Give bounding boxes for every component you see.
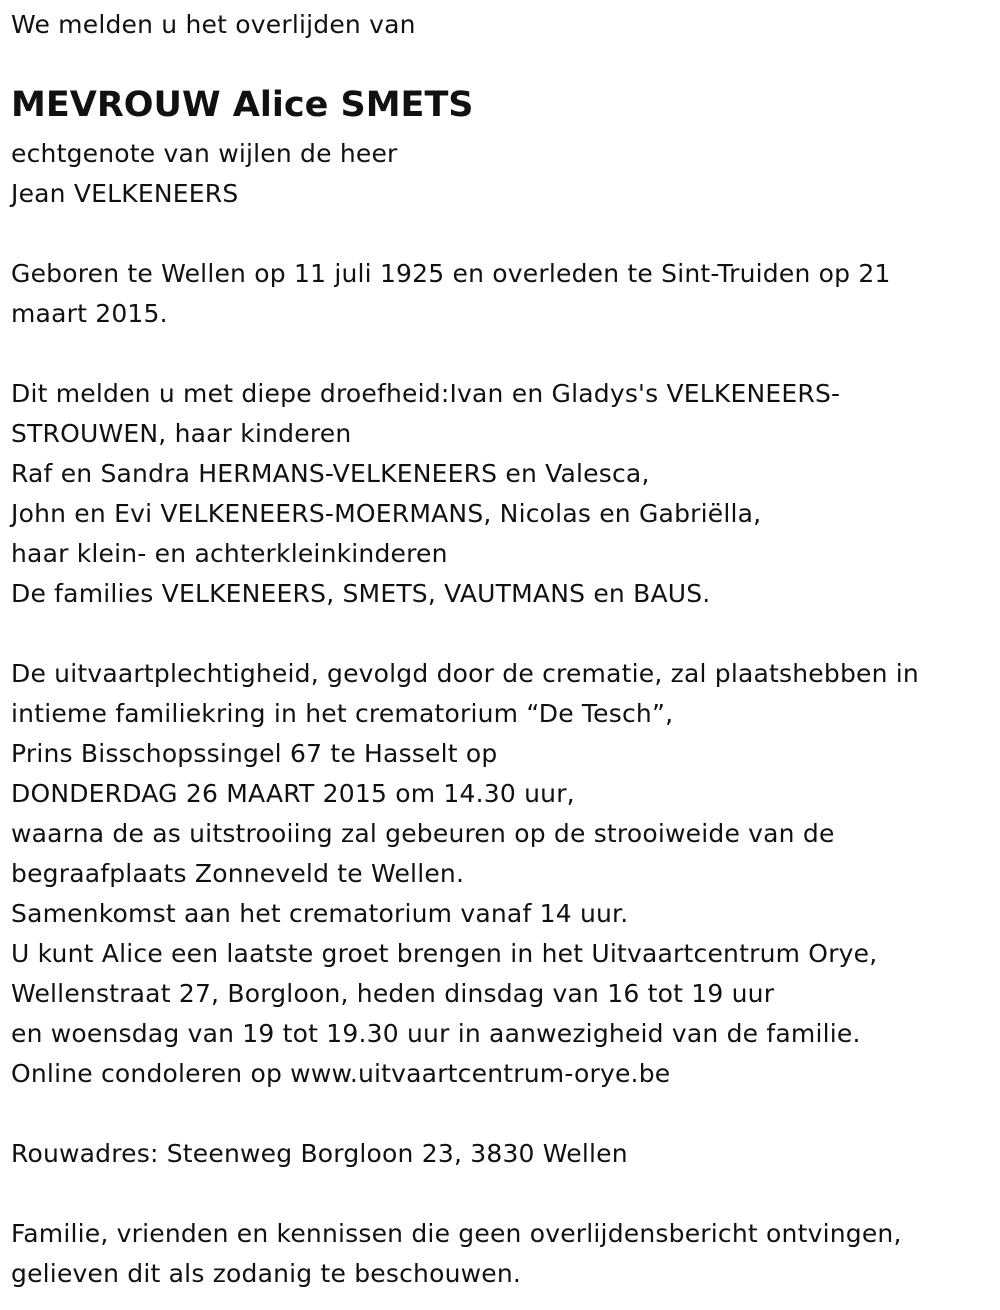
closing-line: Familie, vrienden en kennissen die geen overlijdensbericht ontvingen, [11,1219,902,1248]
family-line: haar klein- en achterkleinkinderen [11,539,448,568]
spouse-line: echtgenote van wijlen de heer [11,139,398,168]
birth-death-line: Geboren te Wellen op 11 juli 1925 en overleden te Sint-Truiden op 21 [11,259,891,288]
ceremony-line: Samenkomst aan het crematorium vanaf 14 uur. [11,899,629,928]
intro-text: We melden u het overlijden van [11,10,416,39]
deceased-name: MEVROUW Alice SMETS [11,85,474,125]
birth-death-line: maart 2015. [11,299,168,328]
ceremony-line: intieme familiekring in het crematorium “De Tesch”, [11,699,674,728]
ceremony-line: Wellenstraat 27, Borgloon, heden dinsdag van 16 tot 19 uur [11,979,775,1008]
family-line: John en Evi VELKENEERS-MOERMANS, Nicolas en Gabriëlla, [11,499,762,528]
family-line: Dit melden u met diepe droefheid:Ivan en Gladys's VELKENEERS- [11,379,841,408]
ceremony-line: begraafplaats Zonneveld te Wellen. [11,859,465,888]
ceremony-line: waarna de as uitstrooiing zal gebeuren op de strooiweide van de [11,819,835,848]
mourning-address: Rouwadres: Steenweg Borgloon 23, 3830 Wellen [11,1139,628,1168]
family-line: Raf en Sandra HERMANS-VELKENEERS en Valesca, [11,459,650,488]
ceremony-line: en woensdag van 19 tot 19.30 uur in aanwezigheid van de familie. [11,1019,861,1048]
ceremony-line: De uitvaartplechtigheid, gevolgd door de crematie, zal plaatshebben in [11,659,919,688]
closing-line: gelieven dit als zodanig te beschouwen. [11,1259,522,1288]
family-line: De families VELKENEERS, SMETS, VAUTMANS en BAUS. [11,579,711,608]
ceremony-line: Prins Bisschopssingel 67 te Hasselt op [11,739,498,768]
condolence-link-line: Online condoleren op www.uitvaartcentrum-orye.be [11,1059,671,1088]
spouse-name: Jean VELKENEERS [11,179,239,208]
ceremony-line: U kunt Alice een laatste groet brengen in het Uitvaartcentrum Orye, [11,939,878,968]
family-line: STROUWEN, haar kinderen [11,419,352,448]
ceremony-line: DONDERDAG 26 MAART 2015 om 14.30 uur, [11,779,575,808]
